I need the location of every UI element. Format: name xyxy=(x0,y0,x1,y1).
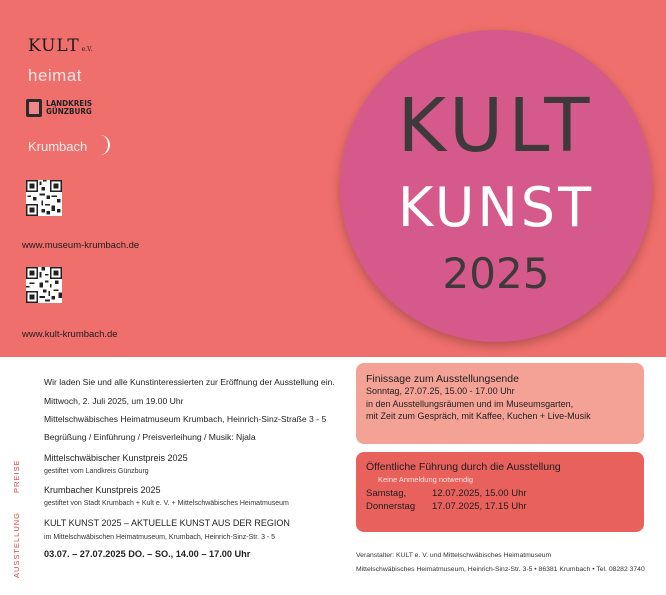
invitation-program: Begrüßung / Einführung / Preisverleihung / Musik: Njala xyxy=(44,432,256,442)
fuehrung-note: Keine Anmeldung notwendig xyxy=(378,475,474,484)
kult-logo: KULT e.V. xyxy=(28,36,93,56)
finissage-title: Finissage zum Ausstellungsende xyxy=(366,373,519,385)
prize-1-sponsor: gestiftet vom Landkreis Günzburg xyxy=(44,468,149,475)
prize-2-sponsor: gestiftet von Stadt Krumbach + Kult e. V. + Mittelschwäbisches Heimatmuseum xyxy=(44,500,289,507)
qr-code-kult[interactable] xyxy=(26,267,62,303)
footer-address: Mittelschwäbisches Heimatmuseum, Heinrich-Sinz-Str. 3-5 • 86381 Krumbach • Tel. 08282 3740 xyxy=(356,566,645,573)
landkreis-guenzburg-logo: LANDKREIS GÜNZBURG xyxy=(26,99,106,119)
title-circle xyxy=(340,30,652,342)
finissage-date: Sonntag, 27.07.25, 15.00 - 17.00 Uhr xyxy=(366,386,515,396)
invitation-date: Mittwoch, 2. Juli 2025, um 19.00 Uhr xyxy=(44,396,184,406)
url-museum[interactable]: www.museum-krumbach.de xyxy=(22,240,140,251)
heimat-logo: heimat xyxy=(28,66,83,85)
finissage-location: in den Ausstellungsräumen und im Museumsgarten, xyxy=(366,398,574,409)
qr-code-museum[interactable] xyxy=(26,180,62,216)
prize-1-title: Mittelschwäbischer Kunstpreis 2025 xyxy=(44,453,188,463)
krumbach-logo: Krumbach xyxy=(28,139,87,154)
fuehrung-row: Donnerstag 17.07.2025, 17.15 Uhr xyxy=(366,501,527,512)
title-kult: KULT xyxy=(397,83,595,169)
invitation-line-1: Wir laden Sie und alle Kunstinteressierten zur Eröffnung der Ausstellung ein. xyxy=(44,377,335,387)
finissage-box xyxy=(356,363,644,444)
footer-organizer: Veranstalter: KULT e. V. und Mittelschwäbisches Heimatmuseum xyxy=(356,552,552,559)
prize-2-title: Krumbacher Kunstpreis 2025 xyxy=(44,485,161,495)
url-kult[interactable]: www.kult-krumbach.de xyxy=(22,329,118,340)
title-kunst: KUNST xyxy=(397,176,595,239)
side-label-ausstellung: AUSSTELLUNG xyxy=(12,511,21,578)
fuehrung-row: Samstag, 12.07.2025, 15.00 Uhr xyxy=(366,488,527,499)
fuehrung-title: Öffentliche Führung durch die Ausstellung xyxy=(366,461,561,473)
finissage-details: mit Zeit zum Gespräch, mit Kaffee, Kuchen + Live-Musik xyxy=(366,411,591,421)
invitation-place: Mittelschwäbisches Heimatmuseum Krumbach, Heinrich-Sinz-Straße 3 - 5 xyxy=(44,414,327,424)
exhibition-place: im Mittelschwäbischen Heimatmuseum, Krumbach, Heinrich-Sinz-Str. 3 - 5 xyxy=(44,534,276,541)
swoosh-icon xyxy=(96,135,110,155)
exhibition-title: KULT KUNST 2025 – AKTUELLE KUNST AUS DER REGION xyxy=(44,518,290,528)
coat-of-arms-icon xyxy=(26,99,42,117)
side-label-preise: PREISE xyxy=(12,459,21,493)
exhibition-dates: 03.07. – 27.07.2025 DO. – SO., 14.00 – 17.00 Uhr xyxy=(44,549,251,559)
title-year: 2025 xyxy=(442,249,550,298)
fuehrung-box xyxy=(356,452,644,532)
